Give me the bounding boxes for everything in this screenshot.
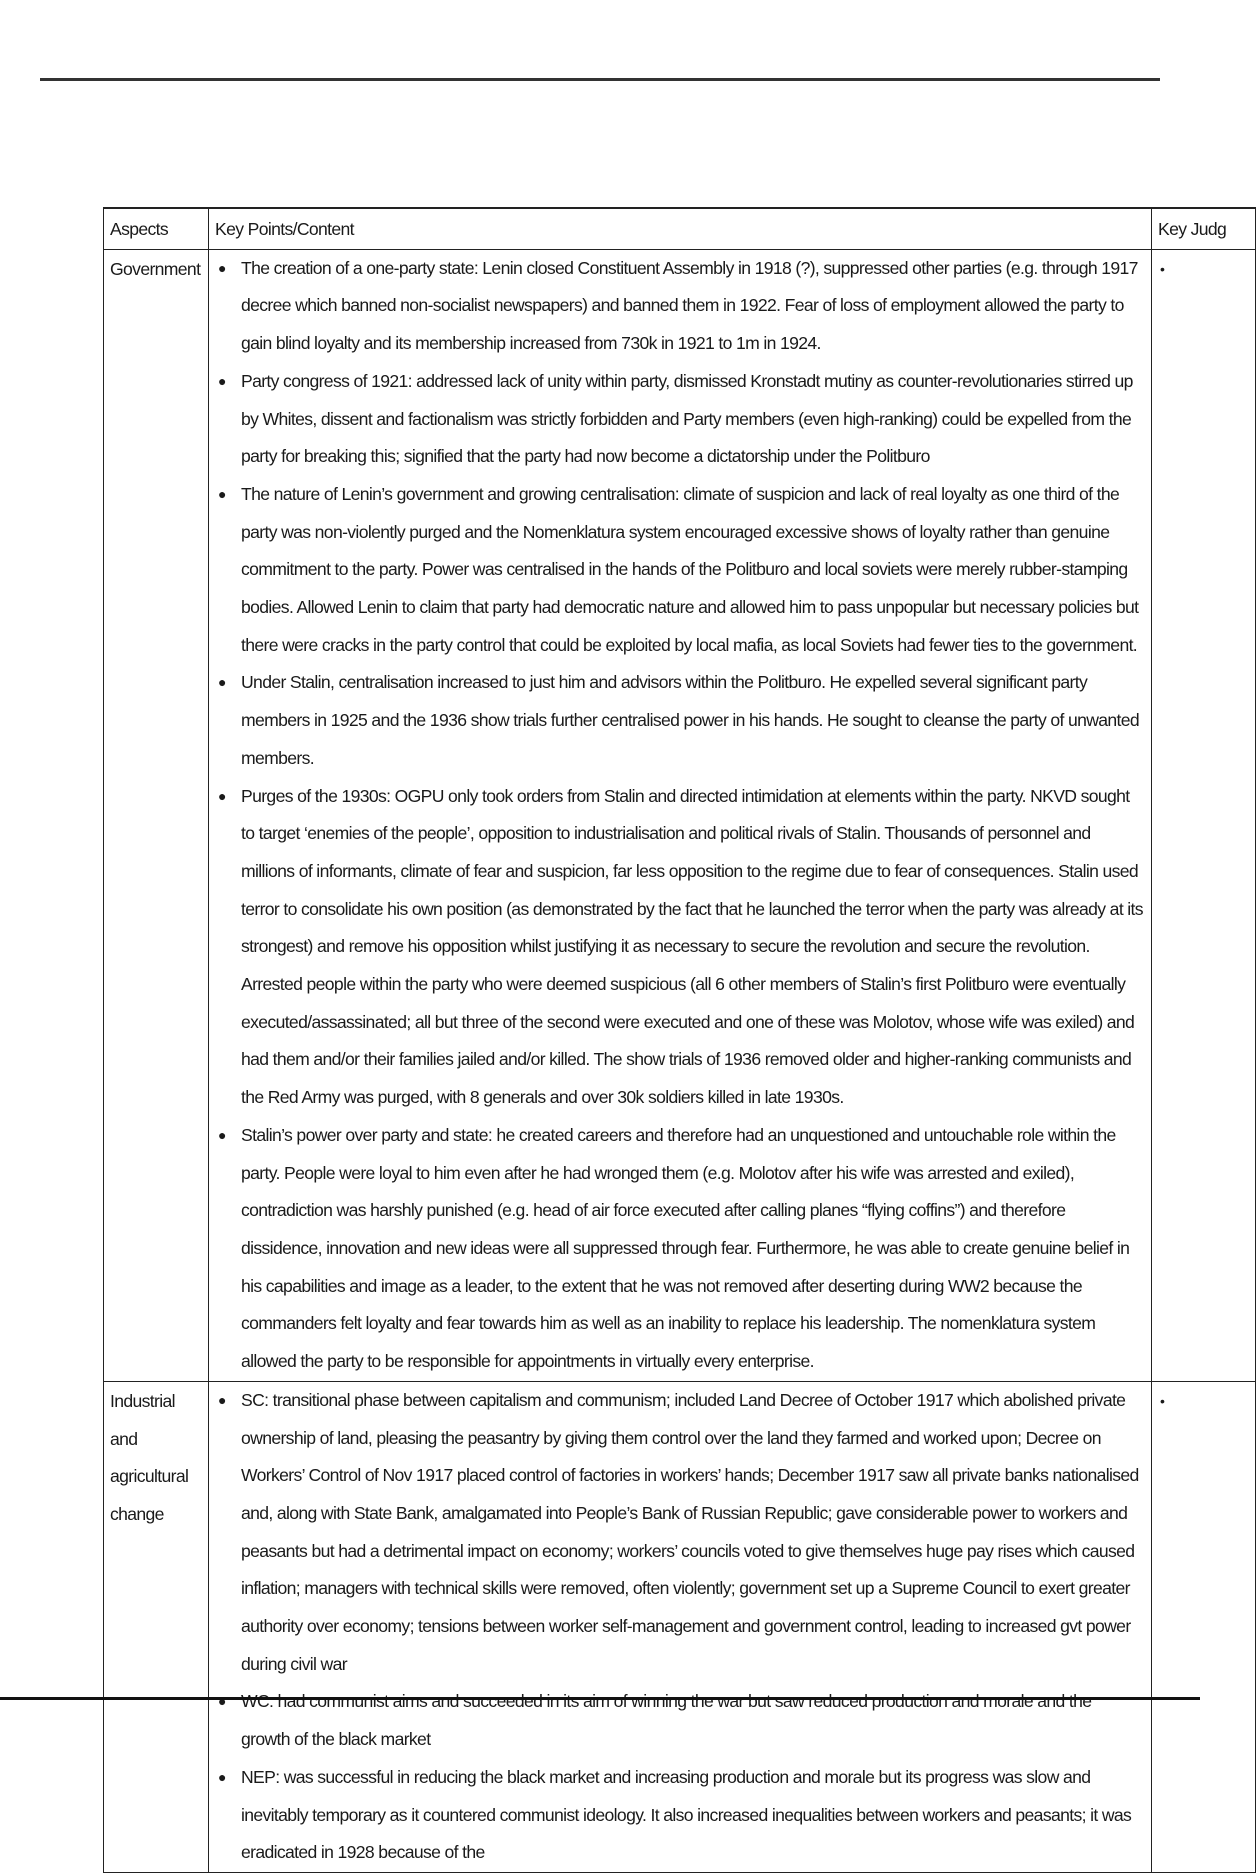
bullet-icon: ● <box>218 259 226 276</box>
list-item <box>209 250 1143 363</box>
point-text: NEP: was successful in reducing the black market and increasing production and morale but its progress was slow and inevitably temporary as it countered communist ideology. It also increased inequalities between workers and peasants; it was eradicated in 1928 because of the <box>241 1766 1132 1863</box>
point-text: WC: had communist aims and succeeded in its aim of winning the war but saw reduced production and morale and the growth of the black market <box>241 1691 1092 1750</box>
point-text: Stalin’s power over party and state: he created careers and therefore had an unquestioned and untouchable role within the party. People were loyal to him even after he had wronged them (e.g. Molotov after his wife was arrested and exiled), contradiction was harshly punished (e.g. head of air force executed after calling planes “flying coffins”) and therefore dissidence, innovation and new ideas were all suppressed through fear. Furthermore, he was able to create genuine belief in his capabilities and image as a leader, to the extent that he was not removed after deserting during WW2 because the commanders felt loyalty and fear towards him as well as an inability to replace his leadership. The nomenklatura system allowed the party to be responsible for appointments in virtually every enterprise. <box>241 1124 1130 1372</box>
header-key-judgements: Key Judg <box>1152 208 1256 249</box>
judgement-bullet: • <box>1160 1392 1165 1409</box>
point-text: The nature of Lenin’s government and growing centralisation: climate of suspicion and lack of real loyalty as one third of the party was non-violently purged and the Nomenklatura system encouraged excessive shows of loyalty rather than genuine commitment to the party. Power was centralised in the hands of the Politburo and local soviets were merely rubber-stamping bodies. Allowed Lenin to claim that party had democratic nature and allowed him to pass unpopular but necessary policies but there were cracks in the party control that could be exploited by local mafia, as local Soviets had fewer ties to the government. <box>241 483 1139 655</box>
table-row-industrial <box>104 1381 1256 1872</box>
header-rule <box>40 78 1160 81</box>
aspect-cell <box>104 249 209 1381</box>
aspect-label-line-3: change <box>110 1503 164 1524</box>
table-header-row <box>104 208 1256 249</box>
bullet-icon: ● <box>218 485 226 502</box>
aspect-label: Government <box>110 258 201 279</box>
key-judgements-cell <box>1152 1381 1256 1872</box>
list-item <box>209 664 1143 777</box>
header-key-points: Key Points/Content <box>209 208 1152 249</box>
list-item <box>209 1759 1143 1872</box>
table-row-government <box>104 249 1256 1381</box>
key-points-cell <box>209 249 1152 1381</box>
list-item <box>209 778 1143 1117</box>
list-item <box>209 1382 1143 1684</box>
point-text: The creation of a one-party state: Lenin closed Constituent Assembly in 1918 (?), suppressed other parties (e.g. through 1917 decree which banned non-socialist newspapers) and banned them in 1922. Fear of loss of employment allowed the party to gain blind loyalty and its membership increased from 730k in 1921 to 1m in 1924. <box>241 257 1138 354</box>
point-text: Party congress of 1921: addressed lack of unity within party, dismissed Kronstadt mutiny as counter-revolutionaries stirred up by Whites, dissent and factionalism was strictly forbidden and Party members (even high-ranking) could be expelled from the party for breaking this; signified that the party had now become a dictatorship under the Politburo <box>241 370 1133 467</box>
notes-table <box>103 207 1256 1873</box>
aspect-label-line-2: agricultural <box>110 1466 189 1487</box>
bullet-icon: ● <box>218 787 226 804</box>
point-text: SC: transitional phase between capitalism and communism; included Land Decree of October 1917 which abolished private ownership of land, pleasing the peasantry by giving them control over the land they farmed and worked upon; Decree on Workers’ Control of Nov 1917 placed control of factories in workers’ hands; December 1917 saw all private banks nationalised and, along with State Bank, amalgamated into People’s Bank of Russian Republic; gave considerable power to workers and peasants but had a detrimental impact on economy; workers’ councils voted to give themselves huge pay rises which caused inflation; managers with technical skills were removed, often violently; government set up a Supreme Council to exert greater authority over economy; tensions between worker self-management and government control, leading to increased gvt power during civil war <box>241 1389 1139 1674</box>
list-item <box>209 476 1143 665</box>
header-aspects: Aspects <box>104 208 209 249</box>
list-item <box>209 363 1143 476</box>
aspect-cell <box>104 1381 209 1872</box>
notes-table-viewport <box>103 207 1227 1863</box>
key-points-cell <box>209 1381 1152 1872</box>
key-points-list <box>209 1382 1151 1872</box>
key-judgements-cell <box>1152 249 1256 1381</box>
bullet-icon: ● <box>218 1126 226 1143</box>
list-item <box>209 1683 1143 1758</box>
bullet-icon: ● <box>218 1391 226 1408</box>
bullet-icon: ● <box>218 1768 226 1785</box>
page-bottom-edge <box>0 1697 1200 1700</box>
bullet-icon: ● <box>218 674 226 691</box>
point-text: Under Stalin, centralisation increased to just him and advisors within the Politburo. He expelled several significant party members in 1925 and the 1936 show trials further centralised power in his hands. He sought to cleanse the party of unwanted members. <box>241 672 1140 768</box>
judgement-bullet: • <box>1160 260 1165 277</box>
bullet-icon: ● <box>218 1693 226 1710</box>
point-text: Purges of the 1930s: OGPU only took orders from Stalin and directed intimidation at elements within the party. NKVD sought to target ‘enemies of the people’, opposition to industrialisation and political rivals of Stalin. Thousands of personnel and millions of informants, climate of fear and suspicion, far less opposition to the regime due to fear of consequences. Stalin used terror to consolidate his own position (as demonstrated by the fact that he launched the terror when the party was already at its strongest) and remove his opposition whilst justifying it as necessary to secure the revolution and secure the revolution. Arrested people within the party who were deemed suspicious (all 6 other members of Stalin’s first Politburo were eventually executed/assassinated; all but three of the second were executed and one of these was Molotov, whose wife was exiled) and had them and/or their families jailed and/or killed. The show trials of 1936 removed older and higher-ranking communists and the Red Army was purged, with 8 generals and over 30k soldiers killed in late 1930s. <box>241 785 1143 1108</box>
list-item <box>209 1117 1143 1381</box>
aspect-label-line-1: Industrial and <box>110 1390 175 1449</box>
key-points-list <box>209 250 1151 1381</box>
bullet-icon: ● <box>218 372 226 389</box>
